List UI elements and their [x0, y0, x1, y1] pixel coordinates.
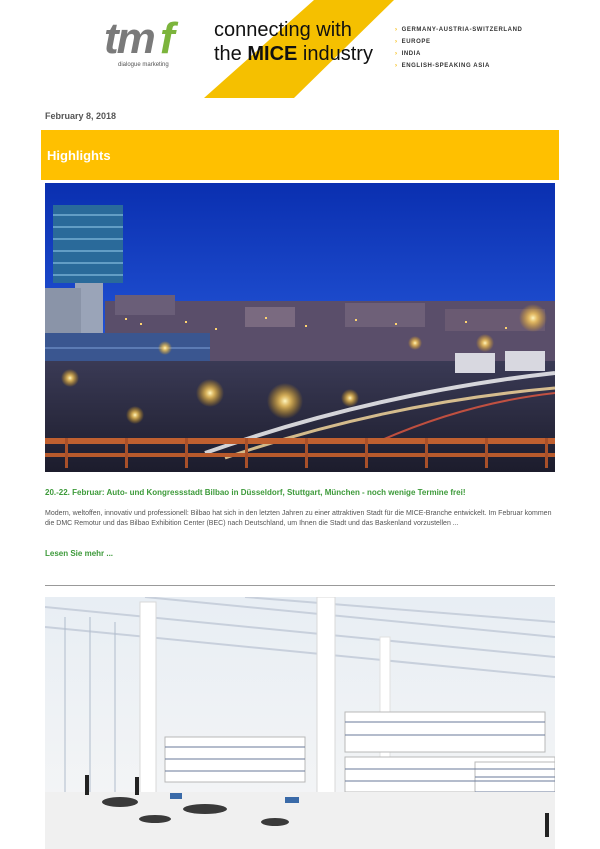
region-item[interactable] — [395, 24, 522, 36]
tagline-line-1: connecting with — [214, 19, 352, 41]
highlights-label: Highlights — [47, 148, 111, 163]
tagline-line-2 — [214, 42, 373, 66]
tagline — [214, 18, 373, 66]
region-label: GERMANY-AUSTRIA-SWITZERLAND — [401, 27, 523, 33]
region-item[interactable] — [395, 36, 522, 48]
newsletter-header — [0, 0, 600, 100]
highlights-section-header — [41, 130, 559, 180]
bullet-icon: › — [395, 27, 398, 33]
section-divider — [45, 585, 555, 586]
bilbao-photo-graphic — [45, 183, 555, 472]
region-item[interactable] — [395, 60, 522, 72]
region-label: EUROPE — [401, 39, 431, 45]
bullet-icon: › — [395, 51, 398, 57]
bilbao-city-photo[interactable] — [45, 183, 555, 472]
bullet-icon: › — [395, 39, 398, 45]
region-label: ENGLISH-SPEAKING ASIA — [401, 63, 490, 69]
region-item[interactable] — [395, 48, 522, 60]
logo-subtitle: dialogue marketing — [118, 62, 169, 68]
article-title-link[interactable]: 20.-22. Februar: Auto- und Kongressstadt Bilbao in Düsseldorf, Stuttgart, München - noch wenige Termine frei! — [45, 488, 466, 497]
logo-tm-text: tm — [104, 14, 154, 63]
tagline-suffix: industry — [297, 43, 373, 65]
logo-f-text: f — [160, 14, 175, 63]
region-label: INDIA — [401, 51, 421, 57]
library-interior-photo[interactable] — [45, 597, 555, 849]
library-photo-graphic — [45, 597, 555, 849]
tagline-mice: MICE — [247, 43, 298, 65]
tmf-logo[interactable] — [104, 14, 194, 74]
tagline-prefix: the — [214, 43, 248, 65]
region-list — [395, 24, 522, 72]
article-body: Modern, weltoffen, innovativ und professionell: Bilbao hat sich in den letzten Jahren zu einer attraktiven Stadt für die MICE-Branche entwickelt. Im Februar kommen die DMC Remotur und das Bilbao Exhibition Center (BEC) nach Deutschland, um Ihnen die Stadt und das Baskenland vorzustellen ... — [45, 510, 552, 527]
read-more-link[interactable]: Lesen Sie mehr ... — [45, 549, 114, 558]
newsletter-date: February 8, 2018 — [45, 111, 117, 121]
bullet-icon: › — [395, 63, 398, 69]
